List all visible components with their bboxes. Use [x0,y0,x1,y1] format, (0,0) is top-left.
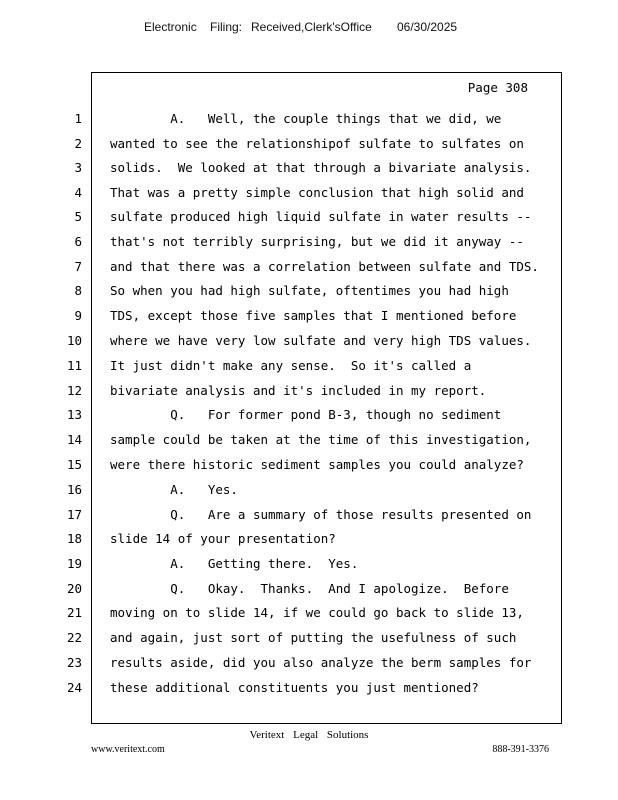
transcript-line [0,653,618,673]
line-text: were there historic sediment samples you could analyze? [110,457,524,472]
transcript-line [0,331,618,351]
transcript-line [0,381,618,401]
line-text: So when you had high sulfate, oftentimes you had high [110,283,509,298]
line-number: 4 [74,185,82,200]
line-text: It just didn't make any sense. So it's called a [110,358,472,373]
line-number: 2 [74,136,82,151]
line-number: 18 [66,531,82,546]
line-text: TDS, except those five samples that I mentioned before [110,308,517,323]
transcript-line [0,207,618,227]
transcript-line [0,109,618,129]
line-text: Q. Okay. Thanks. And I apologize. Before [110,581,509,596]
footer-website: www.veritext.com [91,744,165,755]
transcript-line [0,480,618,500]
transcript-line [0,628,618,648]
transcript-line [0,134,618,154]
line-text: slide 14 of your presentation? [110,531,336,546]
line-number: 1 [74,111,82,126]
transcript-line [0,579,618,599]
line-text: wanted to see the relationshipof sulfate to sulfates on [110,136,524,151]
line-number: 14 [66,432,82,447]
line-number: 13 [66,407,82,422]
footer-brand: Veritext Legal Solutions [249,729,369,741]
line-text: and again, just sort of putting the usefulness of such [110,630,517,645]
transcript-line [0,455,618,475]
line-text: results aside, did you also analyze the berm samples for [110,655,532,670]
line-text: solids. We looked at that through a bivariate analysis. [110,160,532,175]
line-number: 10 [66,333,82,348]
line-number: 20 [66,581,82,596]
stamp-received-clerks-office: Received,Clerk'sOffice [251,20,372,34]
line-number: 21 [66,605,82,620]
line-text: sulfate produced high liquid sulfate in water results -- [110,209,532,224]
line-text: sample could be taken at the time of this investigation, [110,432,532,447]
line-text: That was a pretty simple conclusion that high solid and [110,185,524,200]
transcript-line [0,430,618,450]
line-text: A. Getting there. Yes. [110,556,359,571]
line-text: bivariate analysis and it's included in my report. [110,383,487,398]
line-number: 17 [66,507,82,522]
line-text: moving on to slide 14, if we could go back to slide 13, [110,605,524,620]
stamp-word-electronic: Electronic [144,20,197,34]
line-text: A. Well, the couple things that we did, we [110,111,502,126]
line-text: Q. For former pond B-3, though no sediment [110,407,502,422]
line-number: 7 [74,259,82,274]
transcript-line [0,505,618,525]
transcript-line [0,281,618,301]
transcript-line [0,257,618,277]
line-text: A. Yes. [110,482,238,497]
line-number: 23 [66,655,82,670]
line-number: 3 [74,160,82,175]
line-number: 16 [66,482,82,497]
transcript-line [0,529,618,549]
line-text: and that there was a correlation between sulfate and TDS. [110,259,539,274]
transcript-line [0,232,618,252]
transcript-line [0,603,618,623]
line-text: Q. Are a summary of those results presented on [110,507,532,522]
line-number: 19 [66,556,82,571]
line-number: 8 [74,283,82,298]
line-number: 15 [66,457,82,472]
line-number: 11 [66,358,82,373]
line-number: 12 [66,383,82,398]
transcript-line [0,405,618,425]
transcript-line [0,356,618,376]
line-text: these additional constituents you just mentioned? [110,680,479,695]
stamp-date: 06/30/2025 [397,20,458,34]
line-number: 5 [74,209,82,224]
footer-phone: 888-391-3376 [492,744,549,755]
stamp-word-filing: Filing: [210,20,243,34]
line-text: where we have very low sulfate and very high TDS values. [110,333,532,348]
page-number: Page 308 [467,80,528,95]
transcript-line [0,678,618,698]
transcript-line [0,158,618,178]
line-number: 6 [74,234,82,249]
transcript-line [0,554,618,574]
transcript-line [0,306,618,326]
line-number: 9 [74,308,82,323]
line-number: 22 [66,630,82,645]
line-text: that's not terribly surprising, but we did it anyway -- [110,234,524,249]
transcript-line [0,183,618,203]
line-number: 24 [66,680,82,695]
